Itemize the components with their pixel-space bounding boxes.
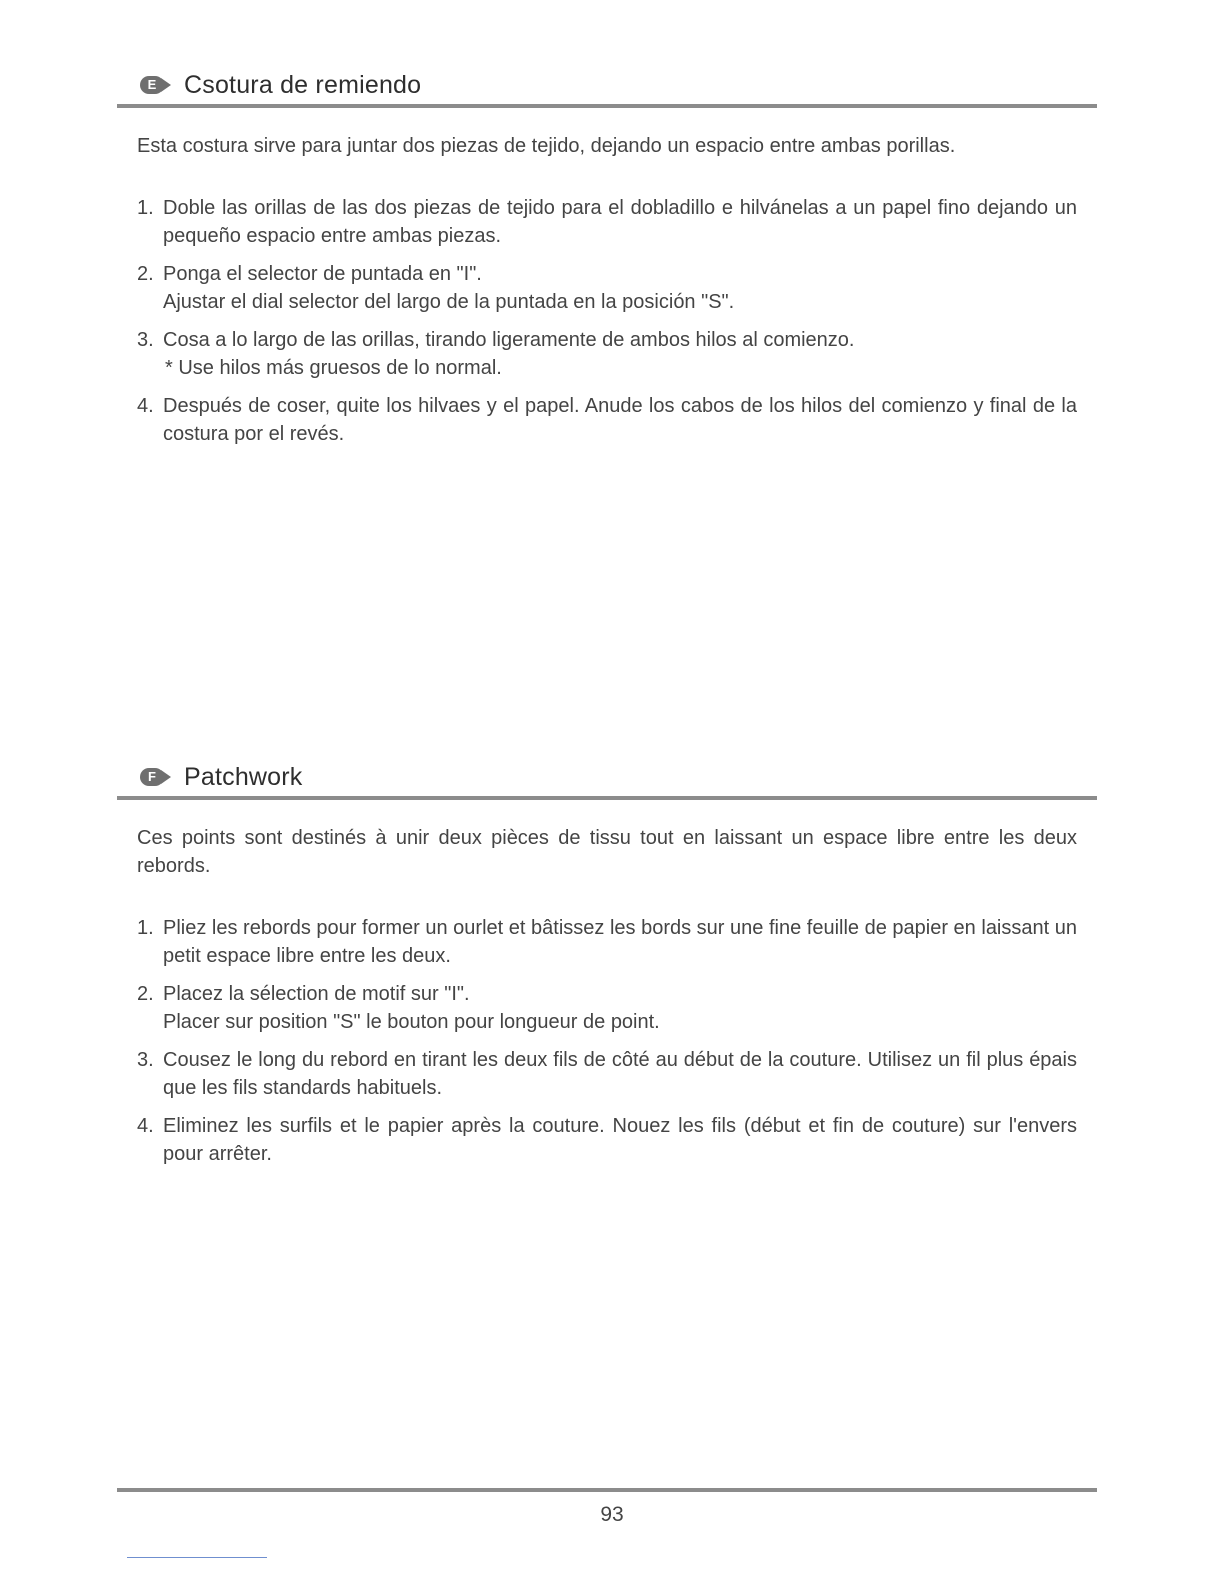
badge-letter: F: [140, 768, 164, 786]
step-number: 3.: [137, 1049, 154, 1071]
section-patchwork: [117, 758, 1097, 1178]
section-intro: Esta costura sirve para juntar dos piezas de tejido, dejando un espacio entre ambas porillas.: [137, 135, 956, 157]
step-number: 4.: [137, 395, 154, 417]
step-text: Eliminez les surfils et le papier après la couture. Nouez les fils (début et fin de couture) sur l'envers pour arrêter.: [163, 1115, 1077, 1165]
step-number: 1.: [137, 917, 154, 939]
section-intro: Ces points sont destinés à unir deux pièces de tissu tout en laissant un espace libre entre les deux rebords.: [137, 827, 1077, 877]
step-number: 3.: [137, 329, 154, 351]
steps-list: [137, 914, 1077, 1168]
section-csotura-de-remiendo: [117, 66, 1097, 458]
step-item: [137, 980, 1077, 1036]
step-item: [137, 1046, 1077, 1102]
step-text: Doble las orillas de las dos piezas de tejido para el dobladillo e hilvánelas a un papel fino dejando un pequeño espacio entre ambas piezas.: [163, 197, 1077, 247]
step-text: Cousez le long du rebord en tirant les deux fils de côté au début de la couture. Utilisez un fil plus épais que les fils standards habituels.: [163, 1049, 1077, 1099]
page-number: 93: [600, 1503, 624, 1526]
step-text-secondary: Placer sur position "S" le bouton pour longueur de point.: [163, 1011, 660, 1033]
step-number: 2.: [137, 263, 154, 285]
step-item: [137, 194, 1077, 250]
step-note: * Use hilos más gruesos de lo normal.: [165, 357, 502, 379]
step-number: 1.: [137, 197, 154, 219]
step-item: [137, 260, 1077, 316]
badge-arrow-icon: [161, 770, 171, 784]
bottom-divider: [127, 1557, 267, 1558]
step-text-secondary: Ajustar el dial selector del largo de la puntada en la posición "S".: [163, 291, 735, 313]
section-badge-icon: [140, 767, 170, 787]
step-text: Placez la sélection de motif sur "I".: [163, 983, 470, 1005]
badge-letter: E: [140, 76, 164, 94]
step-text: Pliez les rebords pour former un ourlet et bâtissez les bords sur une fine feuille de papier en laissant un petit espace libre entre les deux.: [163, 917, 1077, 967]
steps-list: [137, 194, 1077, 448]
section-title: Patchwork: [184, 762, 303, 791]
step-item: [137, 914, 1077, 970]
footer-divider: [117, 1488, 1097, 1492]
section-heading: [117, 66, 1097, 108]
step-text: Ponga el selector de puntada en "I".: [163, 263, 482, 285]
section-title: Csotura de remiendo: [184, 70, 422, 99]
step-item: [137, 1112, 1077, 1168]
step-text: Después de coser, quite los hilvaes y el papel. Anude los cabos de los hilos del comienzo y final de la costura por el revés.: [163, 395, 1077, 445]
step-number: 2.: [137, 983, 154, 1005]
step-text: Cosa a lo largo de las orillas, tirando ligeramente de ambos hilos al comienzo.: [163, 329, 855, 351]
badge-arrow-icon: [161, 78, 171, 92]
step-item: [137, 392, 1077, 448]
step-number: 4.: [137, 1115, 154, 1137]
step-item: [137, 326, 1077, 382]
section-heading: [117, 758, 1097, 800]
section-badge-icon: [140, 75, 170, 95]
